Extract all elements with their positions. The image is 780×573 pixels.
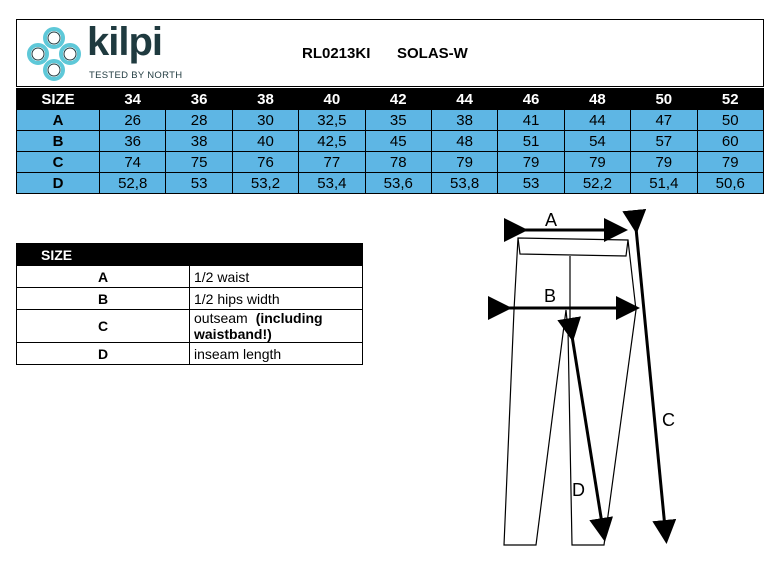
table-cell: 60 xyxy=(697,131,763,152)
table-cell: 79 xyxy=(498,152,564,173)
table-cell: 35 xyxy=(365,110,431,131)
pants-outline xyxy=(504,238,636,545)
table-cell: 28 xyxy=(166,110,232,131)
product-header xyxy=(16,19,764,87)
table-cell: 36 xyxy=(100,131,166,152)
table-cell: 44 xyxy=(564,110,630,131)
knot-logo-icon xyxy=(23,24,85,84)
row-label: C xyxy=(17,152,100,173)
size-corner-label: SIZE xyxy=(17,89,100,110)
label-d: D xyxy=(572,480,585,500)
label-c: C xyxy=(662,410,675,430)
table-cell: 41 xyxy=(498,110,564,131)
product-code: RL0213KI xyxy=(302,45,371,62)
size-column-header: 38 xyxy=(232,89,298,110)
table-cell: 78 xyxy=(365,152,431,173)
legend-row xyxy=(17,288,363,310)
legend-description xyxy=(190,266,363,288)
legend-description xyxy=(190,343,363,365)
row-label: A xyxy=(17,110,100,131)
model-name: SOLAS-W xyxy=(397,45,468,62)
size-column-header: 44 xyxy=(431,89,497,110)
table-cell: 26 xyxy=(100,110,166,131)
table-cell: 74 xyxy=(100,152,166,173)
table-row xyxy=(17,152,764,173)
legend-row xyxy=(17,343,363,365)
table-cell: 53,2 xyxy=(232,173,298,194)
legend-description xyxy=(190,288,363,310)
table-cell: 54 xyxy=(564,131,630,152)
legend-key: A xyxy=(17,266,190,288)
table-cell: 40 xyxy=(232,131,298,152)
table-cell: 32,5 xyxy=(299,110,365,131)
table-cell: 50 xyxy=(697,110,763,131)
table-cell: 38 xyxy=(166,131,232,152)
table-row xyxy=(17,110,764,131)
table-cell: 48 xyxy=(431,131,497,152)
legend-header: SIZE xyxy=(17,244,363,266)
size-column-header: 46 xyxy=(498,89,564,110)
table-cell: 50,6 xyxy=(697,173,763,194)
table-cell: 51 xyxy=(498,131,564,152)
measurement-legend-table xyxy=(16,243,363,365)
table-cell: 79 xyxy=(431,152,497,173)
table-cell: 52,2 xyxy=(564,173,630,194)
legend-text: 1/2 waist xyxy=(194,268,250,285)
legend-text: outseam xyxy=(194,310,248,326)
table-cell: 57 xyxy=(631,131,697,152)
size-column-header: 42 xyxy=(365,89,431,110)
table-cell: 76 xyxy=(232,152,298,173)
table-cell: 75 xyxy=(166,152,232,173)
legend-key: D xyxy=(17,343,190,365)
table-cell: 45 xyxy=(365,131,431,152)
size-column-header: 50 xyxy=(631,89,697,110)
table-cell: 38 xyxy=(431,110,497,131)
table-row xyxy=(17,131,764,152)
table-cell: 53,8 xyxy=(431,173,497,194)
table-cell: 79 xyxy=(564,152,630,173)
table-cell: 79 xyxy=(631,152,697,173)
table-row xyxy=(17,173,764,194)
row-label: B xyxy=(17,131,100,152)
legend-row xyxy=(17,310,363,343)
size-column-header: 34 xyxy=(100,89,166,110)
table-cell: 53,4 xyxy=(299,173,365,194)
size-column-header: 40 xyxy=(299,89,365,110)
brand-name: kilpi xyxy=(87,20,163,64)
legend-description xyxy=(190,310,363,343)
legend-key: C xyxy=(17,310,190,343)
legend-key: B xyxy=(17,288,190,310)
label-b: B xyxy=(544,286,557,306)
table-cell: 47 xyxy=(631,110,697,131)
legend-emphasis: (including waistband!) xyxy=(194,310,323,342)
table-cell: 77 xyxy=(299,152,365,173)
legend-row xyxy=(17,266,363,288)
table-cell: 53 xyxy=(498,173,564,194)
pants-measurement-diagram xyxy=(480,200,780,570)
table-cell: 51,4 xyxy=(631,173,697,194)
size-column-header: 52 xyxy=(697,89,763,110)
brand-tagline: TESTED BY NORTH xyxy=(89,70,183,81)
table-cell: 79 xyxy=(697,152,763,173)
row-label: D xyxy=(17,173,100,194)
table-cell: 53,6 xyxy=(365,173,431,194)
size-column-header: 36 xyxy=(166,89,232,110)
legend-text: inseam length xyxy=(194,345,282,362)
size-header-row xyxy=(17,89,764,110)
size-chart-table xyxy=(16,88,764,194)
size-column-header: 48 xyxy=(564,89,630,110)
kilpi-logo xyxy=(23,20,183,84)
table-cell: 30 xyxy=(232,110,298,131)
label-a: A xyxy=(545,210,558,230)
measure-c-arrow xyxy=(636,228,666,538)
table-cell: 53 xyxy=(166,173,232,194)
legend-text: 1/2 hips width xyxy=(194,290,280,307)
table-cell: 42,5 xyxy=(299,131,365,152)
table-cell: 52,8 xyxy=(100,173,166,194)
